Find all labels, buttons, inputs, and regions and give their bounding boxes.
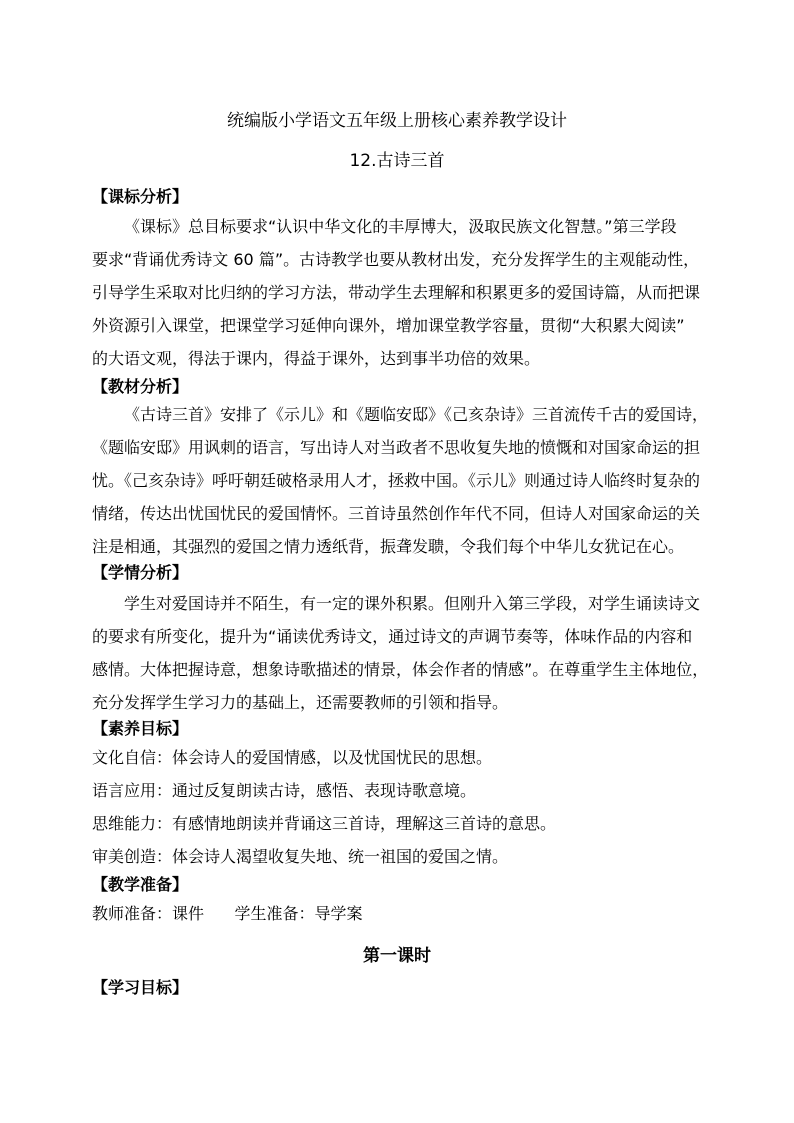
paragraph-line: 外资源引入课堂，把课堂学习延伸向课外，增加课堂教学容量，贯彻“大积累大阅读” bbox=[92, 316, 685, 335]
paragraph-line: 的大语文观，得法于课内，得益于课外，达到事半功倍的效果。 bbox=[92, 349, 541, 368]
section-heading-objectives: 【学习目标】 bbox=[92, 978, 189, 997]
section-body-learners bbox=[92, 587, 722, 719]
paragraph-line: 《课标》总目标要求“认识中华文化的丰厚博大，汲取民族文化智慧。”第三学段 bbox=[124, 217, 677, 236]
section-body-preparation bbox=[92, 897, 722, 930]
paragraph-line: 的要求有所变化，提升为“诵读优秀诗文，通过诗文的声调节奏等，体味作品的内容和 bbox=[92, 627, 693, 646]
section-heading-learners: 【学情分析】 bbox=[92, 563, 189, 582]
paragraph-line: 充分发挥学生学习力的基础上，还需要教师的引领和指导。 bbox=[92, 693, 509, 712]
paragraph-line: 忧。《己亥杂诗》呼吁朝廷破格录用人才，拯救中国。《示儿》则通过诗人临终时复杂的 bbox=[92, 471, 701, 490]
paragraph-line: 《题临安邸》用讽刺的语言，写出诗人对当政者不思收复失地的愤慨和对国家命运的担 bbox=[92, 438, 701, 457]
paragraph-line: 教师准备：课件 学生准备：导学案 bbox=[92, 904, 363, 923]
paragraph-line: 注是相通，其强烈的爱国之情力透纸背，振聋发聩，令我们每个中华儿女犹记在心。 bbox=[92, 537, 685, 556]
paragraph-line: 要求“背诵优秀诗文 60 篇”。古诗教学也要从教材出发，充分发挥学生的主观能动性， bbox=[92, 250, 700, 269]
section-body-textbook bbox=[92, 398, 722, 563]
section-body-curriculum bbox=[92, 210, 722, 375]
section-heading-textbook: 【教材分析】 bbox=[92, 377, 189, 396]
document-title: 统编版小学语文五年级上册核心素养教学设计 bbox=[227, 111, 567, 131]
paragraph-line: 学生对爱国诗并不陌生，有一定的课外积累。但刚升入第三学段，对学生诵读诗文 bbox=[124, 594, 701, 613]
section-heading-preparation: 【教学准备】 bbox=[92, 875, 189, 894]
paragraph-line: 《古诗三首》安排了《示儿》和《题临安邸》《己亥杂诗》三首流传千古的爱国诗， bbox=[124, 405, 709, 424]
section-heading-literacy: 【素养目标】 bbox=[92, 719, 189, 738]
lesson-heading: 第一课时 bbox=[363, 946, 431, 966]
section-heading-curriculum: 【课标分析】 bbox=[92, 187, 189, 206]
paragraph-line: 语言应用：通过反复朗读古诗，感悟、表现诗歌意境。 bbox=[92, 781, 477, 800]
paragraph-line: 思维能力：有感情地朗读并背诵这三首诗，理解这三首诗的意思。 bbox=[92, 814, 557, 833]
section-body-literacy bbox=[92, 741, 722, 873]
paragraph-line: 情绪，传达出忧国忧民的爱国情怀。三首诗虽然创作年代不同，但诗人对国家命运的关 bbox=[92, 504, 701, 523]
paragraph-line: 审美创造：体会诗人渴望收复失地、统一祖国的爱国之情。 bbox=[92, 847, 509, 866]
paragraph-line: 引导学生采取对比归纳的学习方法，带动学生去理解和积累更多的爱国诗篇，从而把课 bbox=[92, 283, 701, 302]
paragraph-line: 文化自信：体会诗人的爱国情感，以及忧国忧民的思想。 bbox=[92, 748, 493, 767]
document-subtitle: 12.古诗三首 bbox=[349, 151, 445, 171]
paragraph-line: 感情。大体把握诗意，想象诗歌描述的情景，体会作者的情感”。在尊重学生主体地位， bbox=[92, 660, 709, 679]
